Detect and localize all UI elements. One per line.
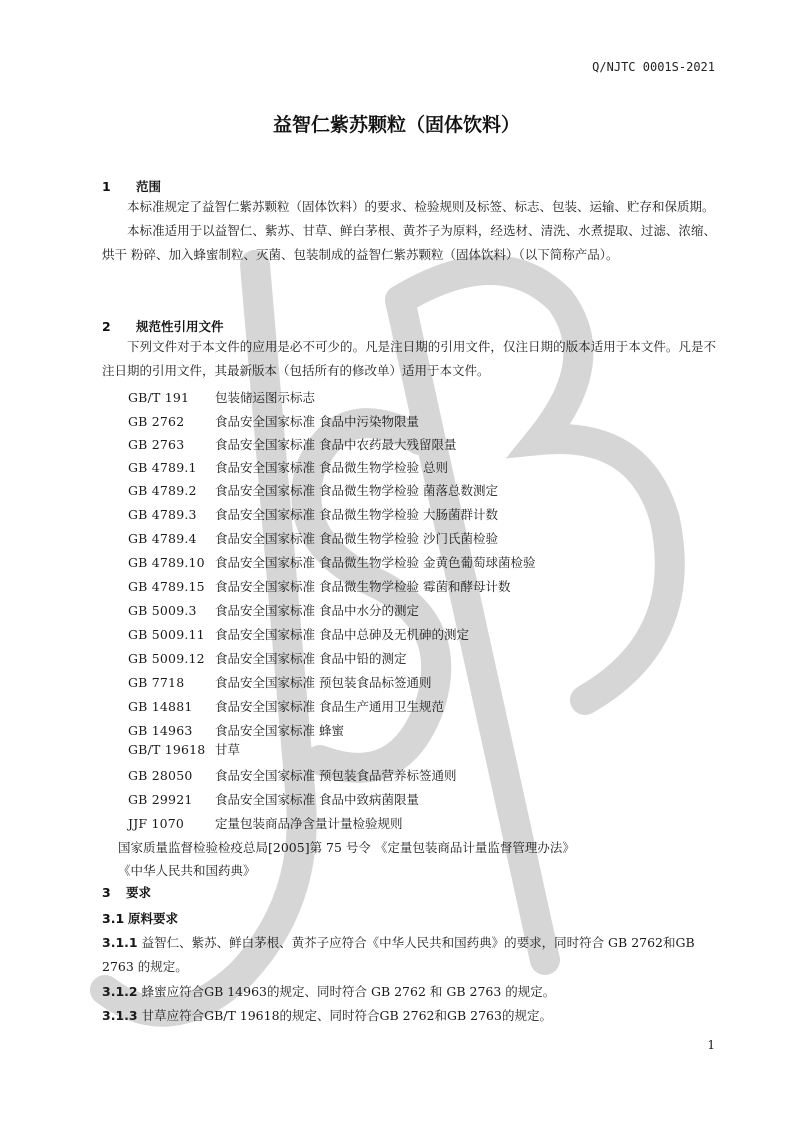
paragraph: 下列文件对于本文件的应用是必不可少的。凡是注日期的引用文件，仅注日期的版本适用于本文件。凡是不注日期的引用文件，其最新版本（包括所有的修改单）适用于本文件。 [102,339,716,378]
reference-code: GB 4789.15 [128,579,205,594]
reference-item [128,577,510,595]
reference-code: GB/T 191 [128,390,190,405]
reference-decree: 国家质量监督检验检疫总局[2005]第 75 号令 《定量包装商品计量监督管理办法》 [118,840,575,855]
reference-code: GB 4789.10 [128,555,205,570]
standard-code: Q/NJTC 0001S-2021 [592,60,715,74]
reference-title: 定量包装商品净含量计量检验规则 [215,816,403,831]
subsection-title: 原料要求 [128,911,179,926]
reference-code: GB 2762 [128,414,185,429]
reference-item [128,740,240,758]
section-title: 要求 [126,885,152,900]
clause-3-1-1 [102,931,716,979]
clause-number: 3.1.2 [102,984,138,999]
paragraph: 本标准规定了益智仁紫苏颗粒（固体饮料）的要求、检验规则及标签、标志、包装、运输、贮存和保质期。 [127,199,715,214]
section-3-heading [102,883,151,901]
reference-title: 食品安全国家标准 食品中总砷及无机砷的测定 [215,627,469,642]
reference-item [128,601,419,619]
reference-item [128,649,406,667]
reference-code: GB 28050 [128,768,193,783]
reference-item [128,388,315,406]
subsection-3-1-heading [102,909,178,927]
reference-title: 食品安全国家标准 食品中污染物限量 [215,414,419,429]
section-title: 范围 [136,179,162,194]
reference-code: JJF 1070 [128,816,185,831]
page-number: 1 [707,1038,715,1052]
reference-item [128,553,535,571]
subsection-number: 3.1 [102,911,125,926]
reference-item [128,673,431,691]
reference-item [128,814,403,832]
reference-title: 食品安全国家标准 食品微生物学检验 霉菌和酵母计数 [215,579,511,594]
reference-title: 食品安全国家标准 食品微生物学检验 大肠菌群计数 [215,507,498,522]
clause-3-1-2 [102,980,716,1004]
reference-title: 食品安全国家标准 食品微生物学检验 沙门氏菌检验 [215,531,498,546]
reference-code: GB 5009.12 [128,651,205,666]
reference-code: GB 14963 [128,723,193,738]
reference-code: GB 2763 [128,437,185,452]
reference-item [128,412,419,430]
reference-title: 食品安全国家标准 食品微生物学检验 菌落总数测定 [215,483,498,498]
reference-title: 食品安全国家标准 蜂蜜 [215,723,344,738]
paragraph: 本标准适用于以益智仁、紫苏、甘草、鲜白茅根、黄芥子为原料，经选材、清洗、水煮提取、过滤、浓缩、烘干 粉碎、加入蜂蜜制粒、灭菌、包装制成的益智仁紫苏颗粒（固体饮料）（以下简称产品）。 [102,223,716,262]
reference-title: 食品安全国家标准 预包装食品标签通则 [215,675,432,690]
reference-code: GB/T 19618 [128,742,206,757]
clause-3-1-3 [102,1004,716,1028]
section-title: 规范性引用文件 [136,319,224,334]
reference-title: 食品安全国家标准 预包装食品营养标签通则 [215,768,457,783]
reference-code: GB 4789.3 [128,507,197,522]
reference-title: 食品安全国家标准 食品微生物学检验 总则 [215,460,448,475]
reference-title: 食品安全国家标准 食品中铅的测定 [215,651,407,666]
section-2-heading [102,317,224,335]
reference-item [128,766,456,784]
reference-code: GB 5009.3 [128,603,197,618]
reference-title: 包装储运图示标志 [215,390,316,405]
clause-number: 3.1.3 [102,1008,138,1023]
reference-item [128,435,456,453]
reference-title: 甘草 [215,742,241,757]
reference-code: GB 4789.1 [128,460,197,475]
clause-text: 蜂蜜应符合GB 14963的规定、同时符合 GB 2762 和 GB 2763 的规定。 [141,984,556,999]
clause-number: 3.1.1 [102,935,138,950]
section-1-heading [102,177,161,195]
reference-title: 食品安全国家标准 食品微生物学检验 金黄色葡萄球菌检验 [215,555,536,570]
reference-code: GB 4789.4 [128,531,197,546]
reference-item [128,625,469,643]
reference-title: 食品安全国家标准 食品中水分的测定 [215,603,419,618]
reference-item [128,458,448,476]
reference-title: 食品安全国家标准 食品中农药最大残留限量 [215,437,457,452]
clause-text: 益智仁、紫苏、鲜白茅根、黄芥子应符合《中华人民共和国药典》的要求，同时符合 GB 2762和GB 2763 的规定。 [102,935,695,974]
reference-item [128,505,498,523]
reference-title: 食品安全国家标准 食品生产通用卫生规范 [215,699,444,714]
reference-item [128,529,498,547]
reference-code: GB 14881 [128,699,193,714]
reference-code: GB 5009.11 [128,627,205,642]
reference-item [128,790,419,808]
document-title: 益智仁紫苏颗粒（固体饮料） [272,114,520,136]
section-1-body [102,195,716,267]
reference-item [128,697,444,715]
clause-text: 甘草应符合GB/T 19618的规定、同时符合GB 2762和GB 2763的规定。 [141,1008,552,1023]
reference-item [128,721,344,739]
reference-pharmacopoeia: 《中华人民共和国药典》 [118,863,256,878]
reference-code: GB 7718 [128,675,185,690]
section-number: 2 [102,319,111,334]
section-2-intro [102,335,716,383]
reference-title: 食品安全国家标准 食品中致病菌限量 [215,792,419,807]
reference-item [128,481,498,499]
reference-code: GB 4789.2 [128,483,197,498]
section-number: 3 [102,885,111,900]
reference-code: GB 29921 [128,792,193,807]
section-number: 1 [102,179,111,194]
